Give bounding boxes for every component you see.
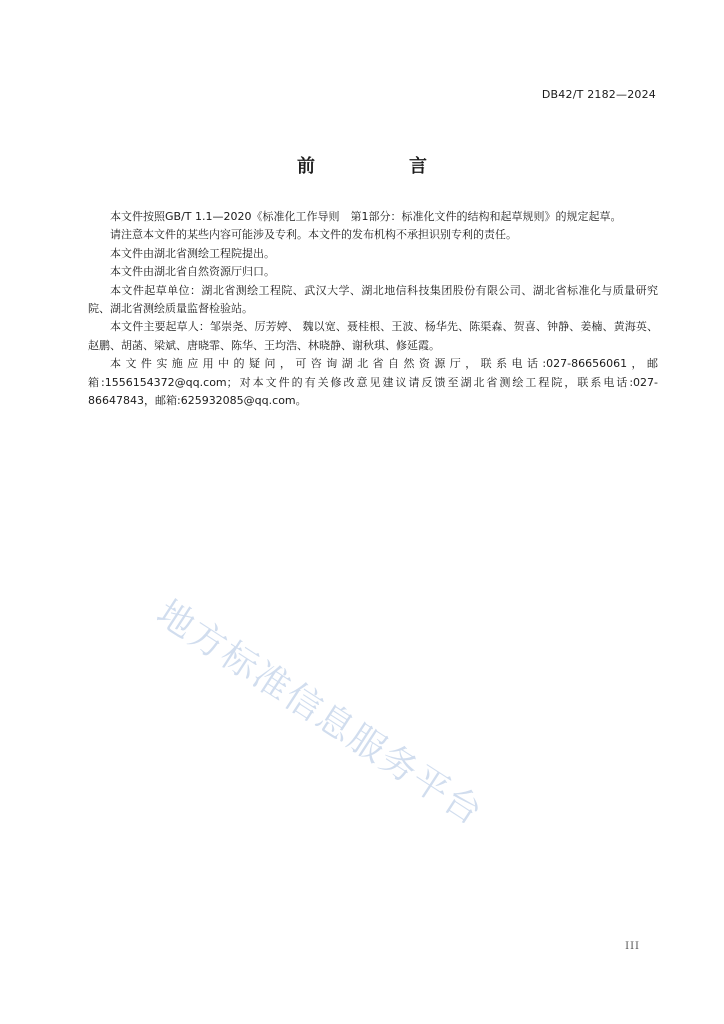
paragraph-patent-notice: 请注意本文件的某些内容可能涉及专利。本文件的发布机构不承担识别专利的责任。 (110, 228, 517, 242)
preface-body (88, 208, 658, 410)
paragraph-proposer: 本文件由湖北省测绘工程院提出。 (110, 246, 275, 260)
paragraph-drafting-units: 本文件起草单位：湖北省测绘工程院、武汉大学、湖北地信科技集团股份有限公司、湖北省标准化与质量研究院、湖北省测绘质量监督检验站。 (88, 283, 658, 316)
paragraph-contact-info: 本文件实施应用中的疑问，可咨询湖北省自然资源厅，联系电话:027-86656061，邮箱:1556154372@qq.com；对本文件的有关修改意见建议请反馈至湖北省测绘工程院，联系电话:027-86647843，邮箱:625932085@qq.com。 (88, 357, 658, 408)
paragraph-administrator: 本文件由湖北省自然资源厅归口。 (110, 265, 275, 279)
paragraph-drafting-rules: 本文件按照GB/T 1.1—2020《标准化工作导则 第1部分：标准化文件的结构和起草规则》的规定起草。 (110, 210, 622, 223)
watermark: 地方标准信息服务平台 (149, 592, 491, 835)
page-title: 前 言 (297, 156, 465, 177)
paragraph-drafters: 本文件主要起草人：邹崇尧、厉芳婷、 魏以宽、聂桂根、王波、杨华先、陈渠森、贺喜、钟静、姜楠、黄海英、赵鹏、胡菡、梁斌、唐晓霏、陈华、王均浩、林晓静、谢秋琪、修延霞。 (88, 320, 658, 352)
document-code: DB42/T 2182—2024 (541, 88, 656, 101)
page-number: III (625, 941, 640, 952)
